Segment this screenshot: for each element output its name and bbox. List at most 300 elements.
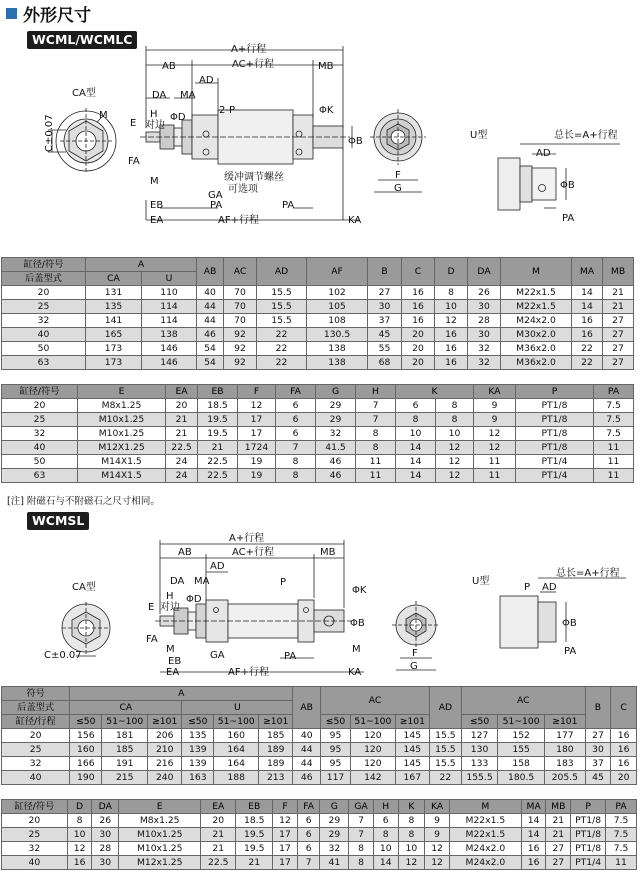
svg-text:DA: DA [152, 90, 167, 101]
svg-text:ΦD: ΦD [170, 112, 186, 123]
table-cell: 155 [498, 743, 545, 757]
table-cell: 177 [545, 729, 586, 743]
table-cell: 114 [142, 300, 197, 314]
table-cell: 11 [594, 455, 634, 469]
table-header-row: 后盖型式 CA U [2, 272, 634, 286]
table-cell: 138 [307, 356, 368, 370]
table-cell: 54 [197, 342, 224, 356]
table-cell: 29 [320, 828, 349, 842]
svg-text:DA: DA [170, 576, 185, 587]
table-cell: 41 [320, 856, 349, 870]
table-cell: 14 [572, 286, 603, 300]
table-cell: 29 [320, 814, 349, 828]
table-cell: 139 [182, 743, 214, 757]
table-row [2, 342, 634, 356]
table-cell: 26 [92, 814, 119, 828]
table-cell: 30 [585, 743, 611, 757]
table-cell: 7 [276, 441, 316, 455]
table-cell: 20 [402, 342, 435, 356]
table-cell: 26 [468, 286, 501, 300]
svg-text:总长=A+行程: 总长=A+行程 [554, 130, 618, 141]
table-cell: 54 [197, 356, 224, 370]
table-cell: M8x1.25 [119, 814, 201, 828]
table-cell: 14 [396, 469, 436, 483]
section-badge-wcmsl: WCMSL [27, 512, 89, 530]
table-cell: 15.5 [257, 300, 307, 314]
table-cell: PT1/8 [571, 842, 606, 856]
svg-text:AB: AB [178, 547, 192, 558]
table-cell: 189 [259, 757, 293, 771]
table-cell: M22x1.5 [449, 814, 521, 828]
table-cell: 24 [166, 469, 198, 483]
table-cell: 32 [2, 427, 78, 441]
table-cell: 166 [70, 757, 102, 771]
table-cell: 16 [435, 356, 468, 370]
table-cell: 40 [197, 286, 224, 300]
table-cell: 44 [197, 300, 224, 314]
table-header-row: 后盖型式 CA U [2, 701, 637, 715]
table-cell: 21 [546, 814, 571, 828]
table-cell: 12 [238, 399, 276, 413]
svg-text:AC+行程: AC+行程 [232, 59, 275, 70]
table-cell: M10x1.25 [119, 842, 201, 856]
table-cell: 27 [603, 356, 634, 370]
section-badge-wcml: WCML/WCMLC [27, 31, 137, 49]
table-row [2, 455, 634, 469]
svg-text:G: G [394, 183, 402, 194]
table-cell: 14 [396, 441, 436, 455]
table-cell: 9 [474, 413, 516, 427]
table-cell: 21 [236, 856, 273, 870]
table-cell: 181 [102, 729, 148, 743]
table-cell: 12 [474, 441, 516, 455]
table-cell: 40 [2, 328, 86, 342]
table-cell: 8 [349, 856, 374, 870]
table-cell: 7.5 [606, 814, 637, 828]
table-cell: 12 [436, 441, 474, 455]
spec-table-2 [1, 384, 634, 483]
table-cell: 11 [356, 469, 396, 483]
svg-text:PA: PA [282, 200, 295, 211]
table-cell: 11 [594, 469, 634, 483]
svg-text:MA: MA [194, 576, 210, 587]
table-cell: 240 [148, 771, 182, 785]
table-cell: 22 [429, 771, 461, 785]
table-cell: 21 [198, 441, 238, 455]
table-cell: 152 [498, 729, 545, 743]
table-cell: 138 [142, 328, 197, 342]
table-row [2, 828, 637, 842]
table-cell: 11 [474, 469, 516, 483]
table-cell: 185 [259, 729, 293, 743]
table-cell: 27 [546, 856, 571, 870]
table-cell: M36x2.0 [501, 342, 572, 356]
table-cell: 27 [546, 842, 571, 856]
table-cell: 10 [373, 842, 398, 856]
table-cell: 12 [435, 314, 468, 328]
svg-text:H: H [150, 109, 158, 120]
table-cell: 130 [461, 743, 497, 757]
spec-table-1 [1, 257, 634, 370]
table-cell: 16 [435, 342, 468, 356]
table-cell: M10x1.25 [78, 413, 166, 427]
table-cell: 11 [594, 441, 634, 455]
table-cell: 12 [67, 842, 92, 856]
table-cell: 110 [142, 286, 197, 300]
table-cell: 30 [468, 328, 501, 342]
table-cell: 14 [572, 300, 603, 314]
table-cell: 27 [603, 342, 634, 356]
table-cell: 189 [259, 743, 293, 757]
table-cell: 142 [350, 771, 395, 785]
table-cell: 30 [468, 300, 501, 314]
svg-text:AD: AD [210, 561, 225, 572]
table-cell: 20 [2, 286, 86, 300]
svg-text:AB: AB [162, 61, 176, 72]
table-cell: 7.5 [594, 413, 634, 427]
table-cell: 20 [2, 399, 78, 413]
table-cell: PT1/8 [516, 399, 594, 413]
svg-text:MB: MB [318, 61, 334, 72]
table-cell: 50 [2, 455, 78, 469]
table-cell: 205.5 [545, 771, 586, 785]
table-cell: 215 [102, 771, 148, 785]
svg-text:ΦK: ΦK [319, 105, 334, 116]
table-cell: 10 [436, 427, 474, 441]
table-cell: 8 [276, 469, 316, 483]
table-cell: 46 [316, 469, 356, 483]
table-header-row: 符号 A AB AC AD AC B C [2, 687, 637, 701]
table-cell: 173 [86, 342, 142, 356]
table-cell: 8 [373, 828, 398, 842]
table-cell: 7 [356, 413, 396, 427]
table-cell: 120 [350, 729, 395, 743]
table-cell: 160 [70, 743, 102, 757]
table-cell: 37 [585, 757, 611, 771]
page-title: 外形尺寸 [6, 1, 91, 26]
table-cell: 55 [368, 342, 402, 356]
table-row [2, 743, 637, 757]
svg-text:F: F [395, 170, 401, 181]
table-cell: 105 [307, 300, 368, 314]
svg-text:EA: EA [150, 215, 164, 226]
table-cell: 138 [307, 342, 368, 356]
table-cell: 16 [402, 300, 435, 314]
table-cell: 145 [395, 729, 429, 743]
table-cell: 17 [238, 427, 276, 441]
table-cell: 9 [425, 828, 450, 842]
table-cell: 190 [70, 771, 102, 785]
table-cell: 165 [86, 328, 142, 342]
table-cell: 29 [316, 413, 356, 427]
table-cell: 16 [521, 842, 546, 856]
table-cell: 6 [276, 427, 316, 441]
table-cell: 6 [297, 828, 320, 842]
table-cell: 22 [257, 328, 307, 342]
table-cell: 32 [320, 842, 349, 856]
table-cell: 16 [611, 729, 637, 743]
table-cell: 12 [425, 856, 450, 870]
table-cell: 167 [395, 771, 429, 785]
table-row [2, 814, 637, 828]
table-cell: 7.5 [594, 427, 634, 441]
table-cell: 30 [92, 828, 119, 842]
table-cell: 92 [224, 328, 257, 342]
table-cell: 6 [297, 842, 320, 856]
svg-text:PA: PA [562, 213, 575, 224]
svg-text:A+行程: A+行程 [229, 533, 265, 544]
table-cell: 70 [224, 286, 257, 300]
svg-text:G: G [410, 661, 418, 672]
svg-text:AD: AD [199, 75, 214, 86]
svg-text:KA: KA [348, 667, 362, 678]
svg-text:M: M [150, 176, 159, 187]
table-cell: 70 [224, 300, 257, 314]
table-cell: 21 [603, 300, 634, 314]
table-cell: 120 [350, 743, 395, 757]
svg-text:GA: GA [208, 190, 223, 201]
table-cell: 68 [368, 356, 402, 370]
table-cell: 70 [224, 314, 257, 328]
table-cell: 15.5 [429, 729, 461, 743]
table-cell: 44 [293, 757, 321, 771]
table-cell: M12X1.25 [78, 441, 166, 455]
table-header-row: 缸径/符号 E EA EB F FA G H K KA P PA [2, 385, 634, 399]
table-cell: PT1/8 [516, 427, 594, 441]
table-cell: 135 [86, 300, 142, 314]
table-cell: 7.5 [606, 842, 637, 856]
table-cell: PT1/4 [516, 455, 594, 469]
table-cell: 8 [436, 399, 474, 413]
table-cell: 22.5 [198, 455, 238, 469]
table-cell: 92 [224, 342, 257, 356]
table-cell: 27 [368, 286, 402, 300]
table-cell: 22 [257, 356, 307, 370]
svg-text:P: P [280, 577, 287, 588]
svg-text:FA: FA [128, 156, 140, 167]
table-cell: 7 [356, 399, 396, 413]
table-cell: 15.5 [429, 743, 461, 757]
table-row [2, 469, 634, 483]
u-type-label: U型 [472, 576, 490, 587]
table-header-row: 缸径/行程 ≤50 51~100 ≥101 ≤50 51~100 ≥101 ≤50 51~100 ≥101 ≤50 51~100 ≥101 [2, 715, 637, 729]
table-cell: 14 [521, 828, 546, 842]
table-cell: 40 [2, 441, 78, 455]
svg-text:ΦB: ΦB [348, 136, 363, 147]
table-cell: 44 [197, 314, 224, 328]
table-cell: 213 [259, 771, 293, 785]
table-row [2, 356, 634, 370]
table-cell: 11 [474, 455, 516, 469]
svg-text:总长=A+行程: 总长=A+行程 [556, 568, 620, 579]
table-cell: 45 [585, 771, 611, 785]
table-cell: 46 [197, 328, 224, 342]
table-header-row: 缸径/符号 D DA E EA EB F FA G GA H K KA M MA MB P PA [2, 800, 637, 814]
table-cell: 114 [142, 314, 197, 328]
table-cell: 30 [92, 856, 119, 870]
svg-text:MB: MB [320, 547, 336, 558]
table-cell: 20 [402, 356, 435, 370]
svg-text:M: M [352, 644, 361, 655]
table-cell: 6 [276, 413, 316, 427]
svg-text:2-P: 2-P [219, 105, 236, 116]
table-cell: 18.5 [198, 399, 238, 413]
table-cell: 6 [297, 814, 320, 828]
table-cell: PT1/8 [571, 814, 606, 828]
svg-text:GA: GA [210, 650, 225, 661]
table-cell: 6 [373, 814, 398, 828]
drawing-wcml [0, 40, 641, 250]
table-cell: 7 [349, 828, 374, 842]
table-cell: 9 [474, 399, 516, 413]
table-row [2, 856, 637, 870]
table-cell: 158 [498, 757, 545, 771]
table-cell: 16 [402, 286, 435, 300]
table-cell: 19.5 [236, 828, 273, 842]
table-row [2, 842, 637, 856]
table-cell: 27 [603, 328, 634, 342]
svg-text:可选项: 可选项 [228, 184, 258, 195]
table-cell: 146 [142, 342, 197, 356]
table-cell: 16 [572, 328, 603, 342]
table-cell: 14 [521, 814, 546, 828]
table-cell: 6 [396, 399, 436, 413]
table-cell: 16 [572, 314, 603, 328]
table-cell: 141 [86, 314, 142, 328]
table-cell: 127 [461, 729, 497, 743]
table-cell: PT1/8 [571, 828, 606, 842]
table-cell: M22x1.5 [449, 828, 521, 842]
table-cell: 131 [86, 286, 142, 300]
table-cell: 50 [2, 342, 86, 356]
table-cell: 185 [102, 743, 148, 757]
table-cell: 8 [398, 828, 425, 842]
table-cell: 19.5 [198, 427, 238, 441]
table-cell: 17 [273, 828, 298, 842]
svg-text:PA: PA [564, 646, 577, 657]
table-cell: 180 [545, 743, 586, 757]
table-cell: 12 [425, 842, 450, 856]
table-cell: 133 [461, 757, 497, 771]
table-cell: 8 [356, 441, 396, 455]
table-cell: 27 [603, 314, 634, 328]
table-cell: M12x1.25 [119, 856, 201, 870]
table-cell: M30x2.0 [501, 328, 572, 342]
table-cell: 15.5 [429, 757, 461, 771]
table-cell: 7.5 [606, 828, 637, 842]
table-cell: M10x1.25 [78, 427, 166, 441]
table-cell: 8 [435, 286, 468, 300]
table-cell: 30 [368, 300, 402, 314]
table-cell: 22 [572, 356, 603, 370]
svg-text:E: E [130, 118, 137, 129]
table-cell: 32 [468, 342, 501, 356]
table-cell: 130.5 [307, 328, 368, 342]
table-cell: 32 [316, 427, 356, 441]
table-cell: 8 [398, 814, 425, 828]
spec-table-3 [1, 686, 637, 785]
svg-text:AC+行程: AC+行程 [232, 547, 275, 558]
table-cell: 46 [316, 455, 356, 469]
table-cell: 8 [436, 413, 474, 427]
table-cell: M24x2.0 [449, 856, 521, 870]
table-cell: 95 [321, 729, 351, 743]
table-cell: 12 [273, 814, 298, 828]
table-row [2, 757, 637, 771]
table-cell: 28 [468, 314, 501, 328]
table-cell: 12 [474, 427, 516, 441]
table-cell: 16 [402, 314, 435, 328]
table-cell: 19 [238, 455, 276, 469]
table-cell: 25 [2, 743, 70, 757]
table-cell: 210 [148, 743, 182, 757]
table-cell: 19.5 [198, 413, 238, 427]
table-cell: 117 [321, 771, 351, 785]
table-cell: 16 [435, 328, 468, 342]
table-cell: 32 [2, 314, 86, 328]
svg-text:AD: AD [542, 582, 557, 593]
table-cell: 40 [293, 729, 321, 743]
table-cell: 102 [307, 286, 368, 300]
svg-text:M: M [99, 110, 108, 121]
table-cell: 8 [349, 842, 374, 856]
svg-text:F: F [412, 648, 418, 659]
table-cell: 183 [545, 757, 586, 771]
svg-text:EB: EB [168, 656, 182, 667]
table-cell: M14X1.5 [78, 469, 166, 483]
table-cell: 25 [2, 413, 78, 427]
table-cell: 12 [436, 455, 474, 469]
table-cell: 29 [316, 399, 356, 413]
table-cell: 12 [398, 856, 425, 870]
table-cell: 19.5 [236, 842, 273, 856]
table-row [2, 328, 634, 342]
table-cell: 14 [396, 455, 436, 469]
table-row [2, 771, 637, 785]
svg-text:M: M [166, 644, 175, 655]
table-cell: 155.5 [461, 771, 497, 785]
table-cell: 32 [468, 356, 501, 370]
table-cell: 8 [67, 814, 92, 828]
table-cell: 191 [102, 757, 148, 771]
svg-text:H: H [166, 591, 174, 602]
table-cell: 8 [276, 455, 316, 469]
ca-type-label: CA型 [72, 582, 96, 593]
table-cell: 16 [67, 856, 92, 870]
table-cell: 63 [2, 469, 78, 483]
table-cell: 32 [2, 842, 68, 856]
svg-text:A+行程: A+行程 [231, 44, 267, 55]
table-row [2, 314, 634, 328]
table-cell: 22.5 [166, 441, 198, 455]
table-cell: 20 [2, 729, 70, 743]
table-cell: 19 [238, 469, 276, 483]
table-cell: M24x2.0 [449, 842, 521, 856]
table-cell: 10 [398, 842, 425, 856]
svg-text:KA: KA [348, 215, 362, 226]
table-cell: M24x2.0 [501, 314, 572, 328]
table-cell: 37 [368, 314, 402, 328]
table-cell: 21 [201, 828, 236, 842]
table-cell: 15.5 [257, 314, 307, 328]
table-cell: 108 [307, 314, 368, 328]
table-cell: 145 [395, 743, 429, 757]
table-row [2, 399, 634, 413]
table-cell: M10x1.25 [119, 828, 201, 842]
table-row [2, 286, 634, 300]
svg-text:ΦD: ΦD [186, 594, 202, 605]
svg-text:ΦB: ΦB [560, 180, 575, 191]
